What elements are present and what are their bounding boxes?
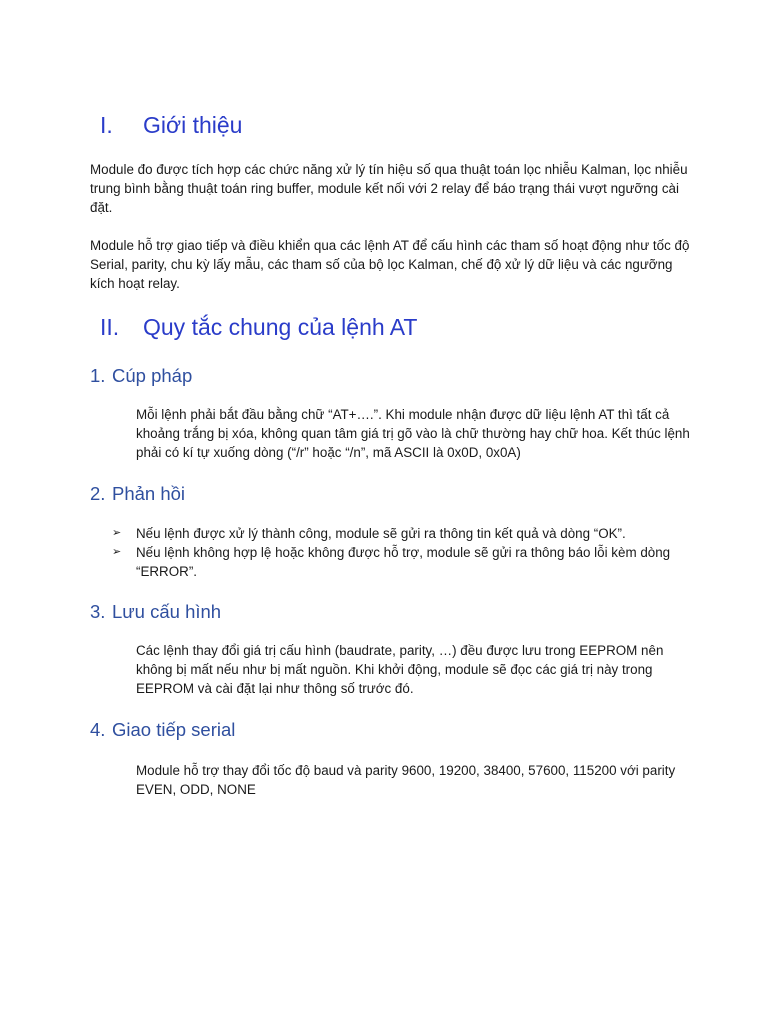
subheading-number: 3.	[90, 601, 106, 622]
intro-paragraph-1: Module đo được tích hợp các chức năng xử lý tín hiệu số qua thuật toán lọc nhiễu Kalman, lọc nhiễu trung bình bằng thuật toán ring buffer, module kết nối với 2 relay để báo trạng thái vượt ngưỡng cài đặt.	[90, 162, 688, 216]
subheading-number: 2.	[90, 483, 106, 504]
phan-hoi-bullet-list	[112, 524, 692, 582]
subheading-title: Giao tiếp serial	[112, 719, 236, 740]
subheading-title: Cúp pháp	[112, 365, 193, 386]
heading-title: Giới thiệu	[143, 112, 243, 138]
bullet-text: Nếu lệnh không hợp lệ hoặc không được hỗ trợ, module sẽ gửi ra thông báo lỗi kèm dòng “ERROR”.	[136, 545, 671, 580]
subheading-number: 4.	[90, 719, 106, 740]
list-item	[112, 543, 692, 581]
cu-phap-paragraph: Mỗi lệnh phải bắt đầu bằng chữ “AT+….”. Khi module nhận được dữ liệu lệnh AT thì tất cả khoảng trắng bị xóa, không quan tâm giá trị gõ vào là chữ thường hay chữ hoa. Kết thúc lệnh phải có kí tự xuống dòng (“/r” hoặc “/n”, mã ASCII là 0x0D, 0x0A)	[136, 407, 690, 461]
intro-paragraph-2: Module hỗ trợ giao tiếp và điều khiển qua các lệnh AT để cấu hình các tham số hoạt động như tốc độ Serial, parity, chu kỳ lấy mẫu, các tham số của bộ lọc Kalman, chế độ xử lý dữ liệu và các ngưỡng kích hoạt relay.	[90, 238, 690, 292]
subheading-title: Phản hồi	[112, 483, 186, 504]
subheading-cu-phap	[90, 365, 192, 387]
heading-gioi-thieu	[100, 112, 242, 139]
subheading-number: 1.	[90, 365, 106, 386]
subheading-luu-cau-hinh	[90, 601, 221, 623]
arrow-bullet-icon: ➢	[112, 546, 122, 559]
heading-quy-tac-chung	[100, 314, 417, 341]
arrow-bullet-icon: ➢	[112, 527, 122, 539]
bullet-text: Nếu lệnh được xử lý thành công, module sẽ gửi ra thông tin kết quả và dòng “OK”.	[136, 526, 626, 541]
subheading-phan-hoi	[90, 483, 185, 505]
subheading-title: Lưu cấu hình	[112, 601, 222, 622]
luu-cau-hinh-paragraph: Các lệnh thay đổi giá trị cấu hình (baudrate, parity, …) đều được lưu trong EEPROM nên không bị mất nếu như bị mất nguồn. Khi khởi động, module sẽ đọc các giá trị này trong EEPROM và cài đặt lại như thông số trước đó.	[136, 643, 664, 697]
giao-tiep-serial-paragraph: Module hỗ trợ thay đổi tốc độ baud và parity 9600, 19200, 38400, 57600, 115200 với parity EVEN, ODD, NONE	[136, 763, 676, 798]
heading-number: II.	[100, 314, 120, 340]
subheading-giao-tiep-serial	[90, 719, 235, 741]
list-item	[112, 524, 692, 543]
heading-title: Quy tắc chung của lệnh AT	[143, 314, 418, 340]
heading-number: I.	[100, 112, 113, 138]
